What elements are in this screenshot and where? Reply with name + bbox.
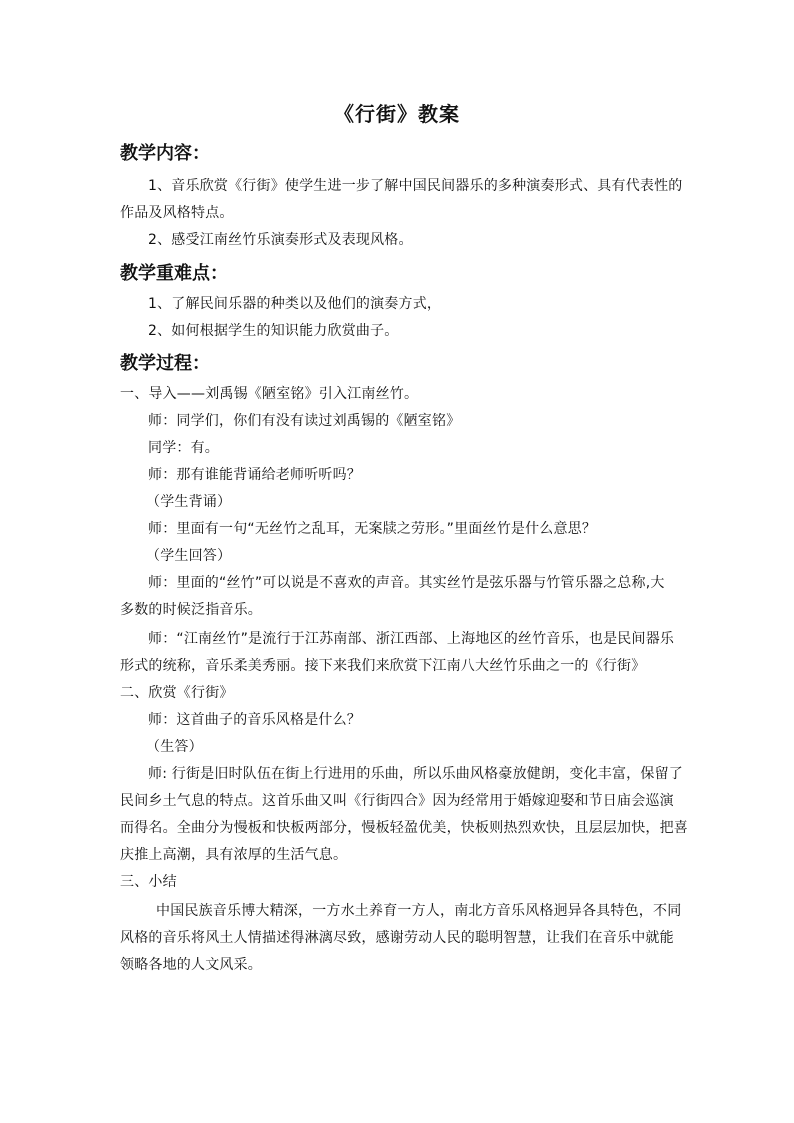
dialogue-line: 而得名。全曲分为慢板和快板两部分，慢板轻盈优美，快板则热烈欢快，且层层加快，把喜 <box>120 820 688 836</box>
paragraph-line: 1、了解民间乐器的种类以及他们的演奏方式， <box>148 296 442 312</box>
heading-key-points: 教学重难点： <box>120 263 228 284</box>
dialogue-line: 师：同学们，你们有没有读过刘禹锡的《陋室铭》 <box>148 413 461 429</box>
dialogue-line: 师：里面有一句“无丝竹之乱耳，无案牍之劳形。”里面丝竹是什么意思？ <box>148 521 597 537</box>
document-title: 《行街》教案 <box>334 102 460 126</box>
section-item: 一、导入——刘禹锡《陋室铭》引入江南丝竹。 <box>120 386 419 402</box>
summary-line: 中国民族音乐博大精深，一方水土养育一方人，南北方音乐风格迥异各具特色，不同 <box>156 903 682 919</box>
heading-teaching-process: 教学过程： <box>120 353 210 374</box>
dialogue-line: 庆推上高潮，具有浓厚的生活气息。 <box>120 847 348 863</box>
dialogue-line: （学生背诵） <box>146 494 232 510</box>
dialogue-line: 师：里面的“丝竹”可以说是不喜欢的声音。其实丝竹是弦乐器与竹管乐器之总称,大 <box>148 575 665 591</box>
dialogue-line: （生答） <box>146 739 203 755</box>
dialogue-line: 师：那有谁能背诵给老师听听吗？ <box>148 467 361 483</box>
paragraph-line: 作品及风格特点。 <box>120 205 234 221</box>
paragraph-line: 2、如何根据学生的知识能力欣赏曲子。 <box>148 323 399 339</box>
paragraph-line: 2、感受江南丝竹乐演奏形式及表现风格。 <box>148 232 413 248</box>
dialogue-line: 同学：有。 <box>148 440 219 456</box>
summary-line: 领略各地的人文风采。 <box>120 957 262 973</box>
dialogue-line: 师: 行街是旧时队伍在街上行进用的乐曲，所以乐曲风格豪放健朗，变化丰富，保留了 <box>148 766 683 782</box>
dialogue-line: 师：这首曲子的音乐风格是什么？ <box>148 712 361 728</box>
dialogue-line: 民间乡土气息的特点。这首乐曲又叫《行街四合》因为经常用于婚嫁迎娶和节日庙会巡演 <box>120 793 674 809</box>
paragraph-line: 1、音乐欣赏《行街》使学生进一步了解中国民间器乐的多种演奏形式、具有代表性的 <box>148 178 683 194</box>
heading-teaching-content: 教学内容： <box>120 143 210 164</box>
dialogue-line: 形式的统称，音乐柔美秀丽。接下来我们来欣赏下江南八大丝竹乐曲之一的《行街》 <box>120 658 646 674</box>
section-item: 二、欣赏《行街》 <box>120 685 234 701</box>
dialogue-line: 多数的时候泛指音乐。 <box>120 602 262 618</box>
dialogue-line: 师：“江南丝竹”是流行于江苏南部、浙江西部、上海地区的丝竹音乐，也是民间器乐 <box>148 631 675 647</box>
summary-line: 风格的音乐将风土人情描述得淋漓尽致，感谢劳动人民的聪明智慧，让我们在音乐中就能 <box>120 930 674 946</box>
dialogue-line: （学生回答） <box>146 548 232 564</box>
section-item: 三、小结 <box>120 874 177 890</box>
